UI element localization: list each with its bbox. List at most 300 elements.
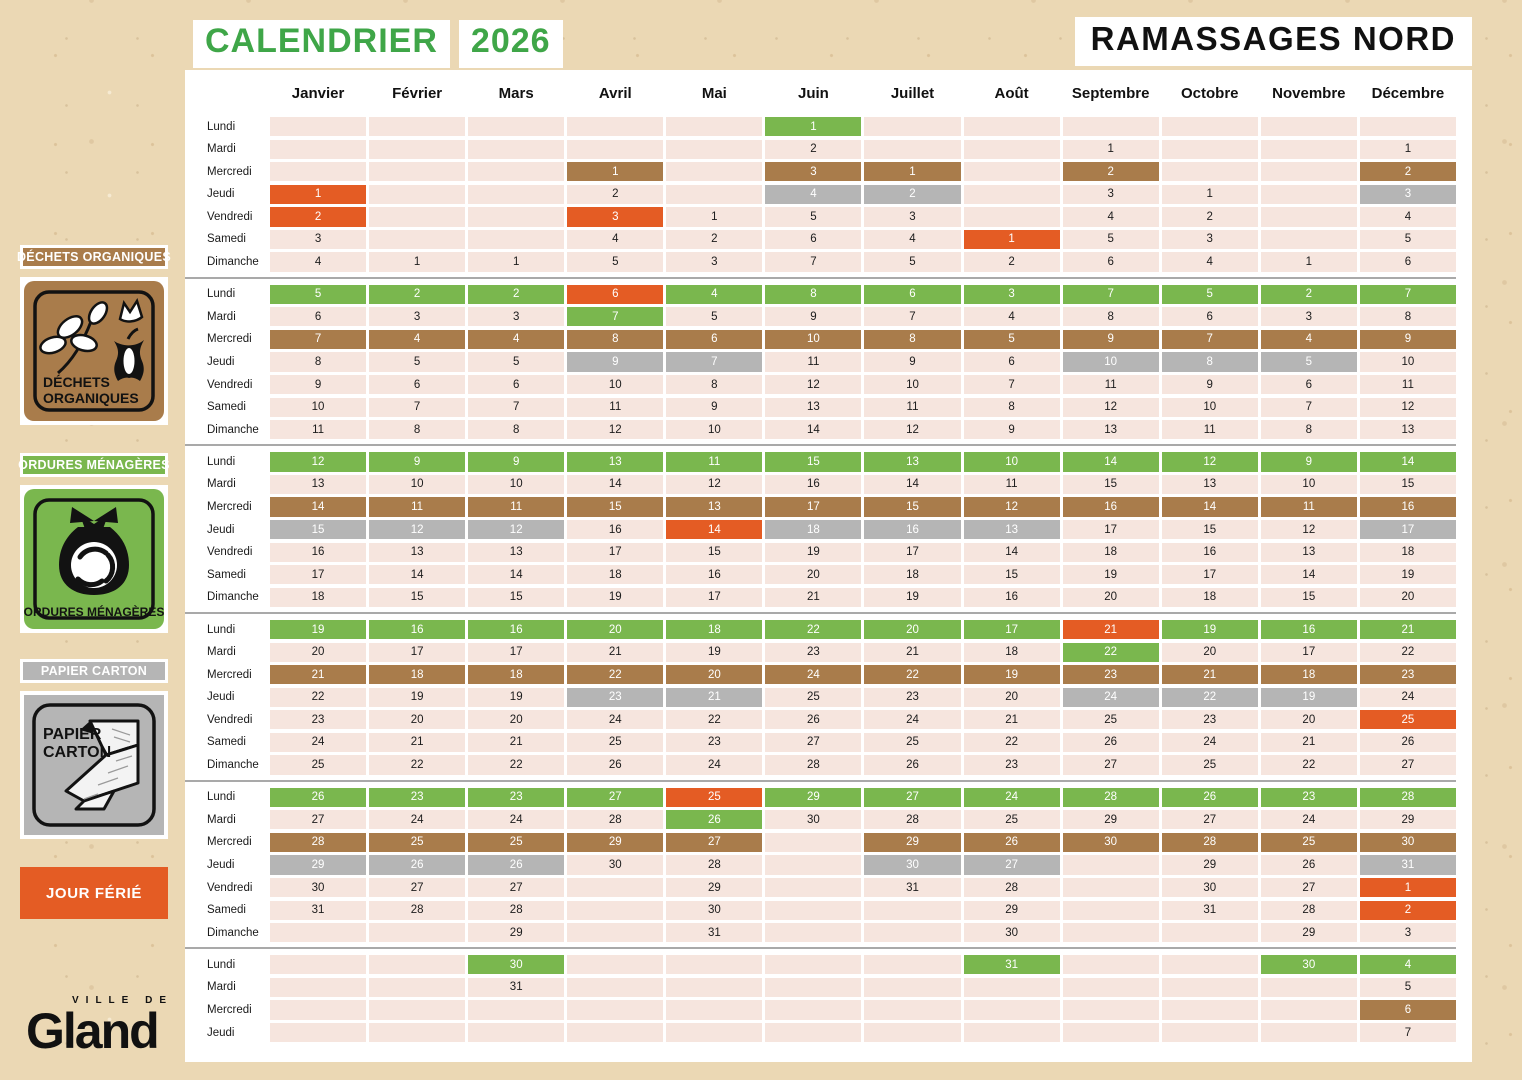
- calendar-cell: 12: [468, 520, 564, 539]
- month-header: Février: [392, 84, 443, 102]
- calendar-cell: 16: [1063, 497, 1159, 516]
- calendar-cell: [1063, 855, 1159, 874]
- calendar-cell: 7: [468, 398, 564, 417]
- calendar-cell: [864, 117, 960, 136]
- calendar-cell: 15: [468, 588, 564, 607]
- day-label: Jeudi: [207, 858, 235, 871]
- calendar-cell: 20: [1261, 710, 1357, 729]
- calendar-cell: 24: [1162, 733, 1258, 752]
- calendar-cell: 28: [1162, 833, 1258, 852]
- calendar-cell: 10: [864, 375, 960, 394]
- calendar-cell: 3: [468, 307, 564, 326]
- calendar-cell: [1261, 1023, 1357, 1042]
- calendar-cell: 29: [1360, 810, 1456, 829]
- calendar-cell: 10: [468, 475, 564, 494]
- calendar-cell: 15: [1162, 520, 1258, 539]
- day-label: Jeudi: [207, 188, 235, 201]
- calendar-cell: 15: [1261, 588, 1357, 607]
- calendar-body: [185, 117, 1456, 1042]
- calendar-cell: 18: [270, 588, 366, 607]
- calendar-cell: 10: [1360, 352, 1456, 371]
- calendar-cell: 7: [964, 375, 1060, 394]
- calendar-cell: 28: [468, 901, 564, 920]
- calendar-cell: 4: [1360, 955, 1456, 974]
- calendar-cell: 26: [270, 788, 366, 807]
- calendar-cell: 28: [864, 810, 960, 829]
- calendar-cell: 28: [1261, 901, 1357, 920]
- calendar-cell: 13: [468, 543, 564, 562]
- calendar-cell: 19: [270, 620, 366, 639]
- calendar-cell: 30: [1360, 833, 1456, 852]
- calendar-cell: 23: [964, 755, 1060, 774]
- calendar-cell: 7: [1360, 1023, 1456, 1042]
- calendar-cell: 16: [1261, 620, 1357, 639]
- calendar-cell: [1162, 955, 1258, 974]
- calendar-cell: 16: [964, 588, 1060, 607]
- month-header: Septembre: [1071, 84, 1150, 102]
- calendar-cell: 26: [468, 855, 564, 874]
- calendar-cell: 22: [1063, 643, 1159, 662]
- day-label: Dimanche: [207, 591, 259, 604]
- calendar-cell: 4: [468, 330, 564, 349]
- calendar-cell: 30: [468, 955, 564, 974]
- calendar-cell: 25: [1360, 710, 1456, 729]
- calendar-cell: 7: [567, 307, 663, 326]
- calendar-cell: 2: [964, 252, 1060, 271]
- calendar-cell: [369, 117, 465, 136]
- calendar-cell: 12: [270, 452, 366, 471]
- calendar-cell: 10: [964, 452, 1060, 471]
- calendar-cell: 15: [270, 520, 366, 539]
- day-label: Lundi: [207, 120, 236, 133]
- calendar-cell: 29: [567, 833, 663, 852]
- calendar-cell: 29: [468, 923, 564, 942]
- calendar-cell: [964, 1023, 1060, 1042]
- calendar-row: [185, 162, 1456, 181]
- calendar-cell: 8: [1063, 307, 1159, 326]
- calendar-cell: [567, 955, 663, 974]
- calendar-cell: 1: [964, 230, 1060, 249]
- calendar-cell: 10: [1063, 352, 1159, 371]
- calendar-cell: 31: [1360, 855, 1456, 874]
- calendar-cell: 11: [1360, 375, 1456, 394]
- calendar-row: [185, 923, 1456, 942]
- calendar-cell: 11: [666, 452, 762, 471]
- calendar-cell: 24: [964, 788, 1060, 807]
- calendar-cell: 27: [666, 833, 762, 852]
- calendar-cell: 2: [567, 185, 663, 204]
- calendar-cell: 13: [1162, 475, 1258, 494]
- calendar-cell: 13: [1063, 420, 1159, 439]
- calendar-cell: 19: [1360, 565, 1456, 584]
- day-label: Dimanche: [207, 759, 259, 772]
- calendar-cell: 29: [666, 878, 762, 897]
- day-label: Vendredi: [207, 713, 253, 726]
- calendar-cell: 8: [964, 398, 1060, 417]
- calendar-cell: [369, 207, 465, 226]
- calendar-cell: [567, 140, 663, 159]
- calendar-cell: 6: [270, 307, 366, 326]
- calendar-cell: 18: [567, 565, 663, 584]
- calendar-cell: 18: [864, 565, 960, 584]
- calendar-cell: 6: [1360, 1000, 1456, 1019]
- calendar-cell: 18: [1162, 588, 1258, 607]
- calendar-cell: 7: [1360, 285, 1456, 304]
- day-label: Jeudi: [207, 691, 235, 704]
- calendar-cell: 25: [1261, 833, 1357, 852]
- calendar-cell: 19: [369, 688, 465, 707]
- calendar-cell: [567, 1000, 663, 1019]
- calendar-cell: 17: [1063, 520, 1159, 539]
- calendar-cell: 10: [666, 420, 762, 439]
- calendar-cell: 20: [666, 665, 762, 684]
- calendar-cell: 21: [666, 688, 762, 707]
- calendar-cell: 22: [1360, 643, 1456, 662]
- day-label: Vendredi: [207, 378, 253, 391]
- calendar-cell: 21: [1063, 620, 1159, 639]
- calendar-cell: 11: [369, 497, 465, 516]
- calendar-cell: 29: [1261, 923, 1357, 942]
- calendar-cell: 1: [270, 185, 366, 204]
- calendar-cell: [964, 117, 1060, 136]
- calendar-cell: [864, 901, 960, 920]
- calendar-cell: 8: [369, 420, 465, 439]
- calendar-cell: 12: [765, 375, 861, 394]
- calendar-cell: [666, 978, 762, 997]
- calendar-cell: 12: [369, 520, 465, 539]
- calendar-cell: 21: [468, 733, 564, 752]
- week-separator: [185, 277, 1456, 279]
- calendar-cell: 27: [1360, 755, 1456, 774]
- calendar-cell: 1: [1360, 878, 1456, 897]
- calendar-cell: 5: [468, 352, 564, 371]
- calendar-cell: 26: [1360, 733, 1456, 752]
- calendar-cell: 10: [270, 398, 366, 417]
- calendar-row: [185, 207, 1456, 226]
- calendar-cell: 24: [765, 665, 861, 684]
- calendar-cell: 5: [270, 285, 366, 304]
- calendar-cell: 26: [1261, 855, 1357, 874]
- calendar-cell: 5: [765, 207, 861, 226]
- calendar-cell: 8: [1360, 307, 1456, 326]
- calendar-cell: 14: [666, 520, 762, 539]
- calendar-cell: 15: [1360, 475, 1456, 494]
- calendar-cell: 24: [864, 710, 960, 729]
- calendar-cell: 25: [369, 833, 465, 852]
- calendar-cell: 15: [864, 497, 960, 516]
- calendar-row: [185, 643, 1456, 662]
- calendar-cell: 1: [1360, 140, 1456, 159]
- calendar-cell: [270, 162, 366, 181]
- calendar-cell: 10: [567, 375, 663, 394]
- calendar-cell: [864, 955, 960, 974]
- calendar-cell: 4: [369, 330, 465, 349]
- calendar-cell: 28: [270, 833, 366, 852]
- calendar-cell: 20: [1162, 643, 1258, 662]
- calendar-cell: 6: [1162, 307, 1258, 326]
- calendar-cell: 21: [1261, 733, 1357, 752]
- calendar-cell: 30: [666, 901, 762, 920]
- calendar-cell: 25: [567, 733, 663, 752]
- calendar-row: [185, 733, 1456, 752]
- calendar-cell: 12: [1063, 398, 1159, 417]
- calendar-cell: 2: [1360, 901, 1456, 920]
- calendar-cell: [1261, 978, 1357, 997]
- calendar-cell: 21: [1360, 620, 1456, 639]
- calendar-cell: 20: [1360, 588, 1456, 607]
- calendar-cell: 16: [666, 565, 762, 584]
- calendar-cell: 26: [864, 755, 960, 774]
- calendar-cell: 22: [369, 755, 465, 774]
- calendar-cell: 9: [1063, 330, 1159, 349]
- day-label: Vendredi: [207, 881, 253, 894]
- calendar-cell: 15: [666, 543, 762, 562]
- calendar-cell: 12: [864, 420, 960, 439]
- calendar-cell: [1162, 117, 1258, 136]
- calendar-cell: 19: [1261, 688, 1357, 707]
- calendar-cell: [864, 140, 960, 159]
- calendar-cell: 17: [1360, 520, 1456, 539]
- calendar-cell: 7: [1261, 398, 1357, 417]
- calendar-cell: 22: [666, 710, 762, 729]
- calendar-cell: 18: [765, 520, 861, 539]
- legend-jour-ferie: JOUR FÉRIÉ: [20, 867, 168, 919]
- calendar-cell: 26: [1063, 733, 1159, 752]
- calendar-cell: 17: [864, 543, 960, 562]
- paper-icon-label-1: PAPIER: [43, 726, 102, 743]
- calendar-cell: [369, 978, 465, 997]
- calendar-row: [185, 620, 1456, 639]
- legend: [16, 245, 172, 919]
- calendar-cell: 5: [1162, 285, 1258, 304]
- calendar-cell: [567, 1023, 663, 1042]
- calendar-cell: 14: [1360, 452, 1456, 471]
- calendar-cell: [1261, 140, 1357, 159]
- calendar-cell: 7: [666, 352, 762, 371]
- calendar-cell: [1162, 1000, 1258, 1019]
- calendar-cell: 24: [666, 755, 762, 774]
- calendar-cell: 31: [468, 978, 564, 997]
- calendar-cell: 20: [765, 565, 861, 584]
- calendar-cell: 17: [666, 588, 762, 607]
- week-separator: [185, 444, 1456, 446]
- calendar-cell: 4: [1162, 252, 1258, 271]
- calendar-cell: 25: [666, 788, 762, 807]
- calendar-row: [185, 117, 1456, 136]
- calendar-row: [185, 788, 1456, 807]
- calendar-cell: 28: [964, 878, 1060, 897]
- calendar-cell: 5: [666, 307, 762, 326]
- day-label: Lundi: [207, 791, 236, 804]
- calendar-cell: [1162, 1023, 1258, 1042]
- calendar-cell: 2: [270, 207, 366, 226]
- calendar-row: [185, 375, 1456, 394]
- calendar-cell: [468, 117, 564, 136]
- calendar-cell: 23: [1360, 665, 1456, 684]
- calendar-cell: 11: [468, 497, 564, 516]
- calendar-cell: 13: [864, 452, 960, 471]
- calendar-cell: 5: [1063, 230, 1159, 249]
- calendar-cell: 1: [666, 207, 762, 226]
- day-label: Samedi: [207, 401, 246, 414]
- ordures-menageres-icon: [20, 485, 168, 633]
- calendar-cell: 23: [1063, 665, 1159, 684]
- day-label: Dimanche: [207, 926, 259, 939]
- calendar-cell: 1: [369, 252, 465, 271]
- calendar-cell: 18: [1063, 543, 1159, 562]
- calendar-cell: [765, 901, 861, 920]
- legend-banner-ordures-menageres: ORDURES MÉNAGÈRES: [20, 453, 168, 477]
- calendar-cell: 30: [864, 855, 960, 874]
- calendar-cell: 25: [1162, 755, 1258, 774]
- day-label: Mercredi: [207, 165, 252, 178]
- calendar-cell: 31: [1162, 901, 1258, 920]
- organic-icon-label-1: DÉCHETS: [43, 374, 110, 390]
- calendar-cell: [765, 1000, 861, 1019]
- calendar-cell: 12: [1360, 398, 1456, 417]
- day-label: Jeudi: [207, 355, 235, 368]
- calendar-cell: 19: [666, 643, 762, 662]
- day-label: Mercredi: [207, 1004, 252, 1017]
- calendar-cell: 14: [765, 420, 861, 439]
- calendar-cell: 9: [1360, 330, 1456, 349]
- calendar-cell: 22: [567, 665, 663, 684]
- day-label: Samedi: [207, 904, 246, 917]
- calendar-row: [185, 252, 1456, 271]
- calendar-cell: 23: [1261, 788, 1357, 807]
- calendar-cell: 4: [270, 252, 366, 271]
- calendar-cell: 21: [964, 710, 1060, 729]
- calendar-cell: 2: [1261, 285, 1357, 304]
- month-header: Décembre: [1371, 84, 1445, 102]
- calendar-cell: 21: [765, 588, 861, 607]
- calendar-cell: 15: [369, 588, 465, 607]
- calendar-cell: 22: [270, 688, 366, 707]
- calendar-cell: 8: [1162, 352, 1258, 371]
- calendar-cell: 3: [1261, 307, 1357, 326]
- calendar-cell: [369, 230, 465, 249]
- calendar-cell: 9: [1261, 452, 1357, 471]
- calendar-cell: 19: [1162, 620, 1258, 639]
- calendar-cell: 8: [567, 330, 663, 349]
- calendar-cell: 12: [1162, 452, 1258, 471]
- calendar-cell: 9: [1162, 375, 1258, 394]
- calendar-cell: 14: [1063, 452, 1159, 471]
- calendar-cell: [1261, 162, 1357, 181]
- calendar-row: [185, 140, 1456, 159]
- calendar-cell: [468, 1000, 564, 1019]
- calendar-cell: [567, 878, 663, 897]
- calendar-row: [185, 307, 1456, 326]
- calendar-cell: 14: [567, 475, 663, 494]
- calendar-cell: 28: [666, 855, 762, 874]
- day-label: Vendredi: [207, 210, 253, 223]
- calendar-cell: 1: [1261, 252, 1357, 271]
- calendar-cell: 9: [666, 398, 762, 417]
- calendar-cell: [765, 978, 861, 997]
- calendar-row: [185, 420, 1456, 439]
- calendar-cell: 20: [864, 620, 960, 639]
- calendar-cell: 20: [1063, 588, 1159, 607]
- calendar-cell: 26: [964, 833, 1060, 852]
- calendar-cell: 30: [964, 923, 1060, 942]
- calendar-cell: 3: [964, 285, 1060, 304]
- calendar-cell: [765, 855, 861, 874]
- calendar-cell: 15: [1063, 475, 1159, 494]
- organic-icon-label-2: ORGANIQUES: [43, 390, 139, 406]
- day-label: Mardi: [207, 310, 236, 323]
- calendar-cell: [666, 1000, 762, 1019]
- calendar-cell: 17: [369, 643, 465, 662]
- calendar-cell: 1: [567, 162, 663, 181]
- calendar-cell: 18: [964, 643, 1060, 662]
- calendar-cell: 30: [1063, 833, 1159, 852]
- calendar-cell: [270, 1023, 366, 1042]
- calendar-cell: [567, 117, 663, 136]
- calendar-cell: 8: [765, 285, 861, 304]
- header-ramassages-nord: RAMASSAGES NORD: [1075, 17, 1472, 66]
- calendar-cell: 16: [369, 620, 465, 639]
- calendar-cell: 23: [468, 788, 564, 807]
- calendar-cell: 13: [1360, 420, 1456, 439]
- day-label: Vendredi: [207, 546, 253, 559]
- calendar-cell: 22: [765, 620, 861, 639]
- calendar-cell: 9: [369, 452, 465, 471]
- calendar-cell: 25: [765, 688, 861, 707]
- calendar-cell: 6: [765, 230, 861, 249]
- calendar-row: [185, 1023, 1456, 1042]
- calendar-cell: 4: [765, 185, 861, 204]
- calendar-cell: 3: [1162, 230, 1258, 249]
- calendar-cell: 24: [468, 810, 564, 829]
- month-header: Avril: [598, 84, 632, 102]
- calendar-cell: 15: [964, 565, 1060, 584]
- calendar-cell: [666, 117, 762, 136]
- calendar-cell: [1063, 978, 1159, 997]
- calendar-cell: 13: [369, 543, 465, 562]
- calendar-cell: [468, 230, 564, 249]
- calendar-cell: 8: [864, 330, 960, 349]
- day-label: Dimanche: [207, 423, 259, 436]
- calendar-cell: 31: [964, 955, 1060, 974]
- calendar-cell: 30: [765, 810, 861, 829]
- calendar-cell: 20: [270, 643, 366, 662]
- calendar-cell: 25: [964, 810, 1060, 829]
- calendar-cell: 16: [1162, 543, 1258, 562]
- calendar-cell: 20: [567, 620, 663, 639]
- calendar-cell: 26: [567, 755, 663, 774]
- calendar-cell: [1063, 923, 1159, 942]
- calendar-cell: 17: [567, 543, 663, 562]
- calendar-cell: 5: [1261, 352, 1357, 371]
- calendar-cell: [964, 162, 1060, 181]
- calendar-cell: [1261, 207, 1357, 226]
- calendar-cell: [567, 978, 663, 997]
- month-header: Mars: [498, 84, 534, 102]
- calendar-cell: 2: [468, 285, 564, 304]
- calendar-cell: 21: [567, 643, 663, 662]
- title-year: 2026: [459, 20, 563, 68]
- month-header: Mai: [701, 84, 727, 102]
- calendar-cell: 19: [468, 688, 564, 707]
- calendar-cell: 21: [1162, 665, 1258, 684]
- calendar-cell: 6: [964, 352, 1060, 371]
- calendar-row: [185, 352, 1456, 371]
- calendar-cell: 11: [1261, 497, 1357, 516]
- calendar-cell: 21: [864, 643, 960, 662]
- calendar-cell: 9: [567, 352, 663, 371]
- calendar-cell: 11: [964, 475, 1060, 494]
